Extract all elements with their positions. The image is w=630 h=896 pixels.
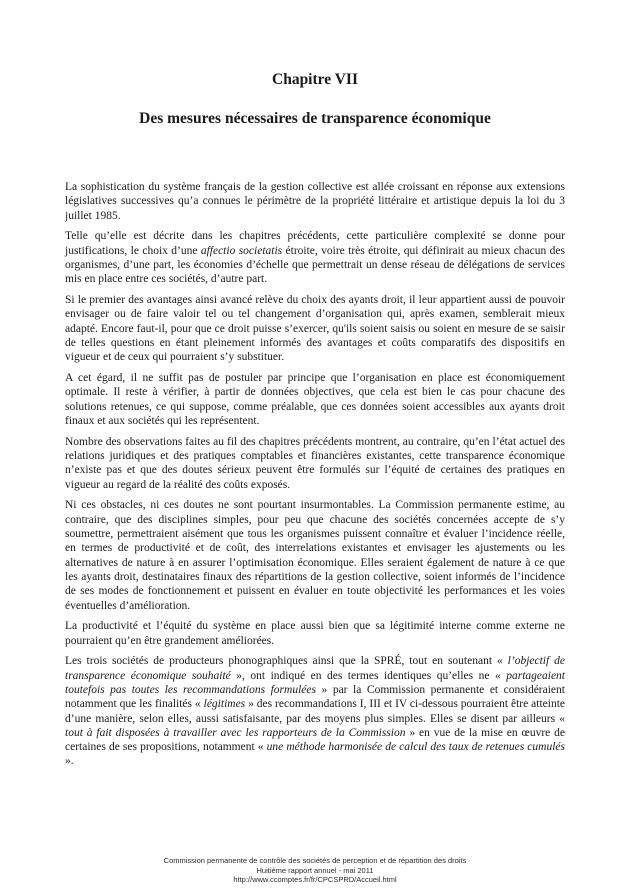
text-run-italic: partageaient toutefois pas toutes les recommandations formulées <box>65 669 565 696</box>
text-run: Les trois sociétés de producteurs phonographiques ainsi que la SPRÉ, tout en soutenant « <box>65 655 508 668</box>
text-run: La productivité et l’équité du système en place aussi bien que sa légitimité interne comme externe ne pourraient qu’en être grandement améliorées. <box>65 620 565 647</box>
text-run-italic: l’objectif de transparence économique souhaité <box>65 655 565 682</box>
text-run: » des recommandations I, III et IV ci-dessous pourraient être atteinte d’une manière, selon elles, aussi satisfaisante, par des moyens plus simples. Elles se disent par ailleurs « <box>65 698 565 725</box>
text-run: Si le premier des avantages ainsi avancé relève du choix des ayants droit, il leur appartient aussi de pouvoir envisager ou de faire valoir tel ou tel changement d’organisation qui, après examen, semblerait mieux adapté. Encore faut-il, pour que ce droit puisse s’exercer, qu'ils soient saisis ou soient en mesure de se saisir de telles questions en étant pleinement informés des avantages et coûts comparatifs des dispositifs en vigueur et de ceux qui pourraient s’y substituer. <box>65 294 565 364</box>
text-run-italic: une méthode harmonisée de calcul des taux de retenues cumulés <box>266 741 565 754</box>
text-run-italic: légitimes <box>203 698 246 711</box>
page-footer <box>0 856 630 885</box>
footer-url: http://www.ccomptes.fr/fr/CPCSPRD/Accueil.html <box>233 875 397 884</box>
paragraph <box>65 180 565 223</box>
paragraph <box>65 498 565 612</box>
text-run: » en vue de la mise en œuvre de certaines de ses propositions, notamment « <box>65 726 566 754</box>
text-run: » par la Commission permanente et considéraient notamment que les finalités « <box>65 684 565 711</box>
paragraph <box>65 293 565 364</box>
paragraph <box>65 371 565 428</box>
text-run: Ni ces obstacles, ni ces doutes ne sont pourtant insurmontables. La Commission permanente estime, au contraire, que des disciplines simples, pour peu que chacune des sociétés concernées accepte de s’y soumettre, permettraient aisément que tous les organismes puissent connaître et évaluer l’incidence réelle, en termes de productivité et de coût, des interrelations existantes et envisager les ajustements ou les alternatives de nature à en assurer l’optimisation économique. Elles seraient également de nature à ce que les ayants droit, destinataires finaux des répartitions de la gestion collective, soient informés de l’incidence de ses modes de fonctionnement et puissent en évaluer en toute objectivité les performances et les voies éventuelles d’amélioration. <box>65 499 565 612</box>
text-run: Telle qu’elle est décrite dans les chapitres précédents, cette particulière complexité se donne pour justifications, le choix d’une <box>65 230 565 257</box>
text-run: », ont indiqué en des termes identiques qu’elles ne « <box>230 669 507 682</box>
paragraph <box>65 619 565 648</box>
footer-organization: Commission permanente de contrôle des sociétés de perception et de répartition des droits <box>163 856 467 865</box>
text-run-italic: affectio societatis <box>200 244 283 257</box>
chapter-title: Chapitre VII <box>272 71 358 88</box>
body-text <box>65 180 565 769</box>
paragraph <box>65 229 565 286</box>
text-run: étroite, voire très étroite, qui définirait au mieux chacun des organismes, d’une part, les économies d’échelle que permettrait un dense réseau de délégations de services mis en place entre ces sociétés, d’autre part. <box>65 244 565 286</box>
paragraph <box>65 654 565 768</box>
text-run: La sophistication du système français de la gestion collective est allée croissant en réponse aux extensions législatives successives qu’a connues le périmètre de la propriété littéraire et artistique depuis la loi du 3 juillet 1985. <box>65 181 565 222</box>
footer-report-title: Huitième rapport annuel - mai 2011 <box>256 865 374 875</box>
text-run: Nombre des observations faites au fil des chapitres précédents montrent, au contraire, qu’en l’état actuel des relations juridiques et des pratiques comptables et financières existantes, cette transparence économique n’existe pas et que des doutes sérieux peuvent être formulés sur l’équité de certaines des pratiques en vigueur au regard de la réalité des coûts exposés. <box>65 435 565 491</box>
text-run: ». <box>65 755 74 768</box>
text-run-italic: tout à fait disposées à travailler avec les rapporteurs de la Commission <box>65 726 406 739</box>
chapter-subtitle: Des mesures nécessaires de transparence économique <box>139 110 491 127</box>
paragraph <box>65 435 565 492</box>
text-run: A cet égard, il ne suffit pas de postuler par principe que l’organisation en place est économiquement optimale. Il reste à vérifier, à partir de données objectives, que cela est bien le cas pour chacune des solutions retenues, ce qui suppose, comme préalable, que ces données soient accessibles aux ayants droit finaux et aux sociétés qui les représentent. <box>65 372 565 427</box>
